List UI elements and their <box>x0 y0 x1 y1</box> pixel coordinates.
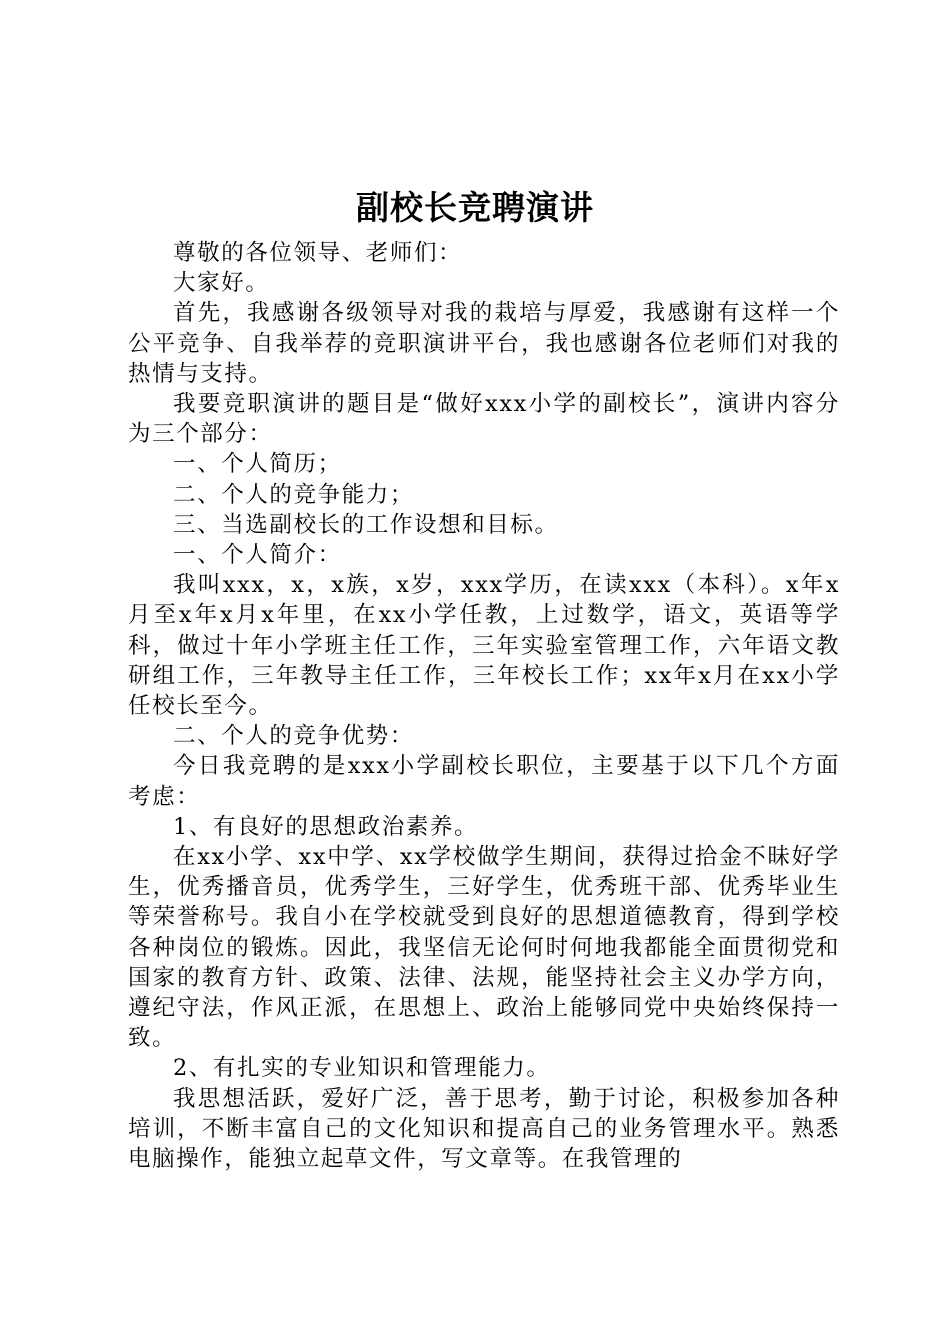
paragraph: 今日我竞聘的是xxx小学副校长职位，主要基于以下几个方面考虑： <box>128 753 840 810</box>
subsection-heading: 1、有良好的思想政治素养。 <box>173 813 479 840</box>
paragraph: 在xx小学、xx中学、xx学校做学生期间，获得过拾金不昧好学生，优秀播音员，优秀学生，三好学生，优秀班干部、优秀毕业生等荣誉称号。我自小在学校就受到良好的思想道德教育，得到学校各种岗位的锻炼。因此，我坚信无论何时何地我都能全面贯彻党和国家的教育方针、政策、法律、法规，能坚持社会主义办学方向，遵纪守法，作风正派，在思想上、政治上能够同党中央始终保持一致。 <box>128 844 840 1052</box>
greeting: 大家好。 <box>173 270 270 297</box>
outline-item: 三、当选副校长的工作设想和目标。 <box>173 511 559 538</box>
outline-item: 二、个人的竞争能力； <box>173 481 415 508</box>
document-body <box>128 238 840 1174</box>
paragraph: 我叫xxx，x，x族，x岁，xxx学历，在读xxx（本科）。x年x月至x年x月x年里，在xx小学任教，上过数学，语文，英语等学科，做过十年小学班主任工作，三年实验室管理工作，六年语文教研组工作，三年教导主任工作，三年校长工作；xx年x月在xx小学任校长至今。 <box>128 572 840 720</box>
salutation: 尊敬的各位领导、老师们： <box>173 240 463 266</box>
section-heading: 二、个人的竞争优势： <box>173 723 415 750</box>
outline-item: 一、个人简历； <box>173 451 342 478</box>
section-heading: 一、个人简介： <box>173 542 342 569</box>
paragraph: 我思想活跃，爱好广泛，善于思考，勤于讨论，积极参加各种培训，不断丰富自己的文化知识和提高自己的业务管理水平。熟悉电脑操作，能独立起草文件，写文章等。在我管理的 <box>128 1085 840 1173</box>
subsection-heading: 2、有扎实的专业知识和管理能力。 <box>173 1055 551 1082</box>
paragraph: 我要竞职演讲的题目是“做好xxx小学的副校长”，演讲内容分为三个部分： <box>128 391 840 448</box>
paragraph: 首先，我感谢各级领导对我的栽培与厚爱，我感谢有这样一个公平竞争、自我举荐的竞职演讲平台，我也感谢各位老师们对我的热情与支持。 <box>128 300 840 387</box>
document-title: 副校长竞聘演讲 <box>356 188 594 227</box>
